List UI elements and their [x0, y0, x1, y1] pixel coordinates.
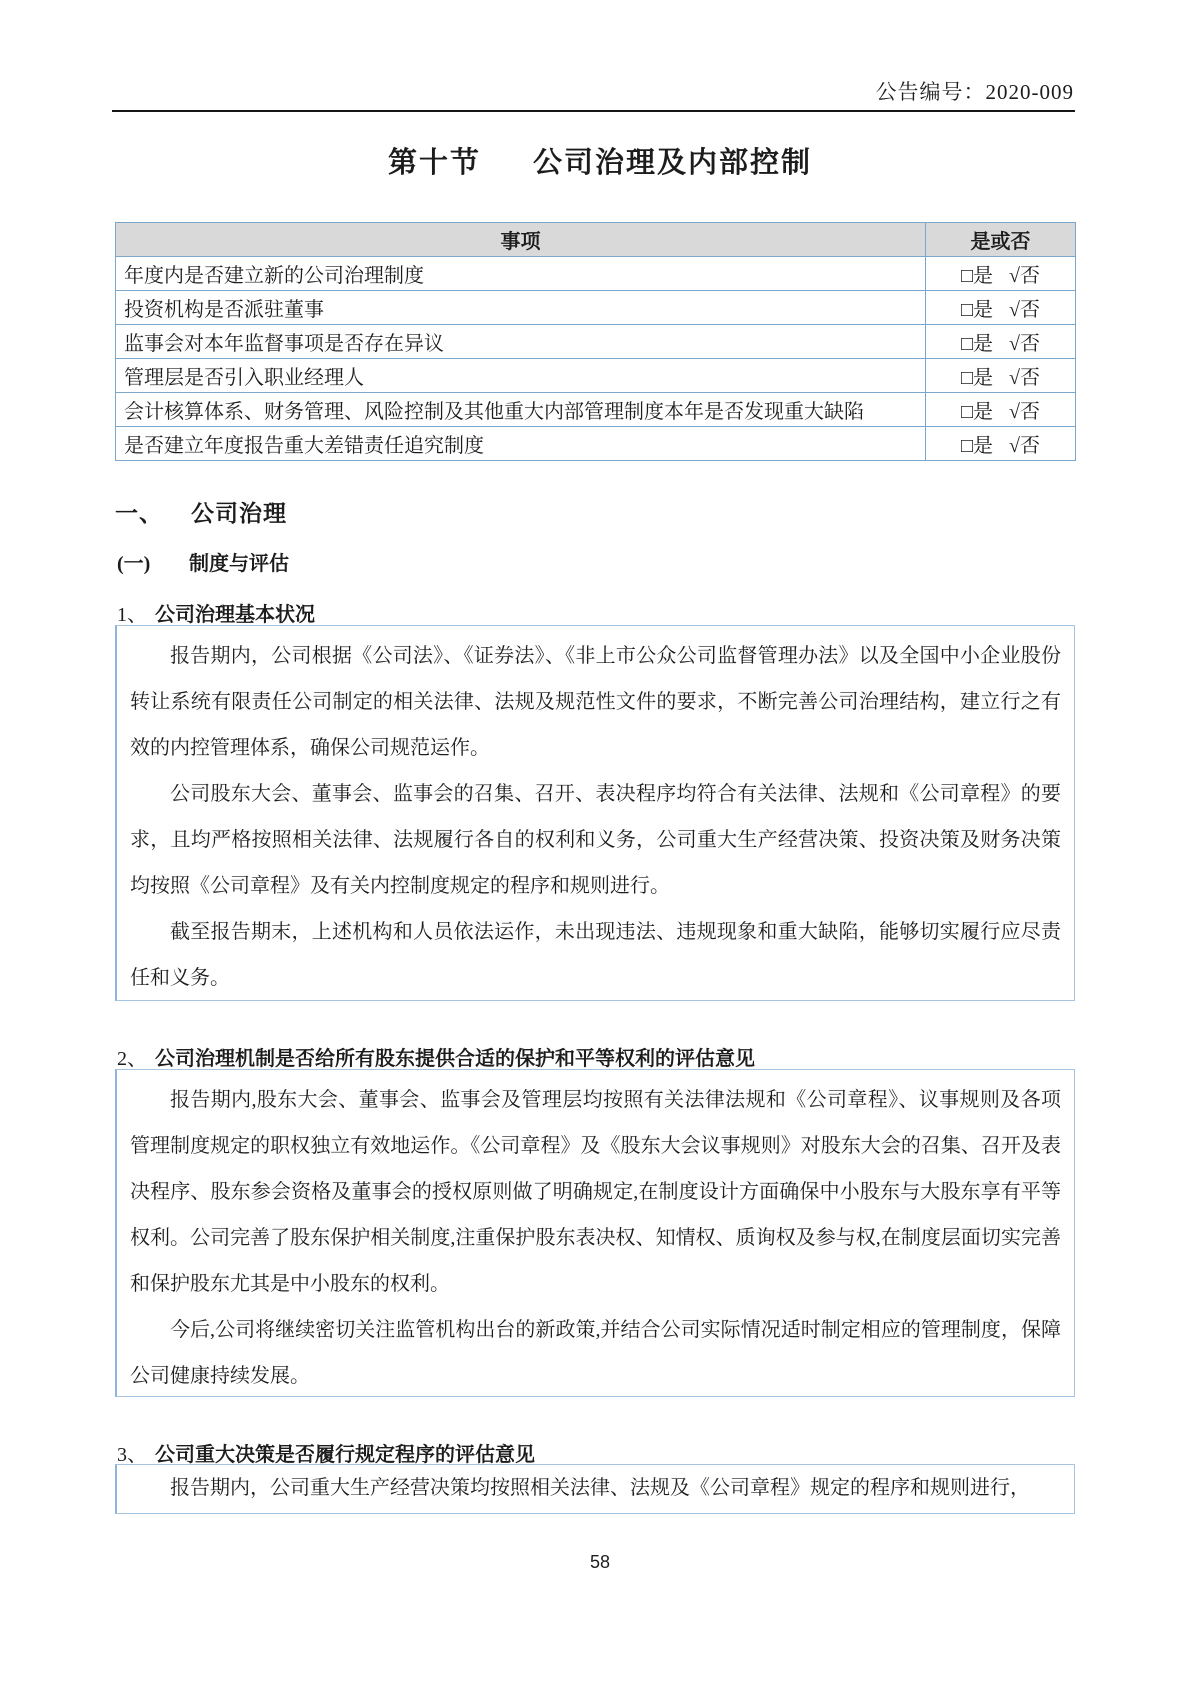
table-row — [116, 359, 1076, 393]
no-option-checked: √否 — [1009, 367, 1041, 389]
item-cell: 管理层是否引入职业经理人 — [116, 359, 926, 393]
item3-text-block — [115, 1464, 1075, 1514]
paragraph: 报告期内，公司重大生产经营决策均按照相关法律、法规及《公司章程》规定的程序和规则进行， — [170, 1477, 1030, 1499]
item-cell: 投资机构是否派驻董事 — [116, 291, 926, 325]
announcement-number: 公告编号：2020-009 — [875, 80, 1074, 104]
table-row — [116, 393, 1076, 427]
answer-cell — [926, 291, 1076, 325]
yes-checkbox-unchecked: □是 — [960, 401, 994, 423]
answer-cell — [926, 257, 1076, 291]
item-cell: 会计核算体系、财务管理、风险控制及其他重大内部管理制度本年是否发现重大缺陷 — [116, 393, 926, 427]
no-option-checked: √否 — [1009, 299, 1041, 321]
table-row — [116, 257, 1076, 291]
page-title-text: 公司治理及内部控制 — [533, 147, 813, 179]
subsection-number: (一) — [117, 553, 151, 575]
paragraph: 今后,公司将继续密切关注监管机构出台的新政策,并结合公司实际情况适时制定相应的管理制度，保障公司健康持续发展。 — [130, 1319, 1061, 1387]
column-header-item: 事项 — [116, 223, 926, 257]
item1-text-block — [115, 625, 1075, 1001]
page-number: 58 — [589, 1552, 611, 1572]
answer-cell — [926, 393, 1076, 427]
paragraph: 报告期内,股东大会、董事会、监事会及管理层均按照有关法律法规和《公司章程》、议事规则及各项管理制度规定的职权独立有效地运作。《公司章程》及《股东大会议事规则》对股东大会的召集、召开及表决程序、股东参会资格及董事会的授权原则做了明确规定,在制度设计方面确保中小股东与大股东享有平等权利。公司完善了股东保护相关制度,注重保护股东表决权、知情权、质询权及参与权,在制度层面切实完善和保护股东尤其是中小股东的权利。 — [130, 1089, 1061, 1295]
page-title — [0, 140, 1200, 181]
column-header-answer: 是或否 — [926, 223, 1076, 257]
paragraph: 公司股东大会、董事会、监事会的召集、召开、表决程序均符合有关法律、法规和《公司章程》的要求，且均严格按照相关法律、法规履行各自的权利和义务，公司重大生产经营决策、投资决策及财务决策均按照《公司章程》及有关内控制度规定的程序和规则进行。 — [130, 783, 1061, 897]
governance-checklist-table — [115, 222, 1076, 461]
table-row — [116, 291, 1076, 325]
no-option-checked: √否 — [1009, 435, 1041, 457]
subsection-heading-system-evaluation — [117, 547, 289, 576]
yes-checkbox-unchecked: □是 — [960, 265, 994, 287]
answer-cell — [926, 427, 1076, 461]
section-number: 一、 — [115, 501, 163, 526]
section-heading-governance — [115, 495, 287, 528]
item1-title: 公司治理基本状况 — [155, 604, 315, 626]
no-option-checked: √否 — [1009, 333, 1041, 355]
yes-checkbox-unchecked: □是 — [960, 367, 994, 389]
item3-title: 公司重大决策是否履行规定程序的评估意见 — [155, 1444, 535, 1466]
item2-heading — [117, 1042, 755, 1071]
item1-number: 1、 — [117, 604, 147, 626]
yes-checkbox-unchecked: □是 — [960, 435, 994, 457]
paragraph: 截至报告期末，上述机构和人员依法运作，未出现违法、违规现象和重大缺陷，能够切实履行应尽责任和义务。 — [130, 921, 1061, 989]
subsection-title: 制度与评估 — [189, 553, 289, 575]
item-cell: 年度内是否建立新的公司治理制度 — [116, 257, 926, 291]
header-rule — [112, 110, 1075, 112]
item-cell: 是否建立年度报告重大差错责任追究制度 — [116, 427, 926, 461]
page-title-section-no: 第十节 — [387, 147, 481, 179]
item-cell: 监事会对本年监督事项是否存在异议 — [116, 325, 926, 359]
item1-heading — [117, 598, 315, 627]
item2-title: 公司治理机制是否给所有股东提供合适的保护和平等权利的评估意见 — [155, 1048, 755, 1070]
yes-checkbox-unchecked: □是 — [960, 299, 994, 321]
item2-text-block — [115, 1069, 1075, 1397]
yes-checkbox-unchecked: □是 — [960, 333, 994, 355]
section-title: 公司治理 — [191, 501, 287, 526]
item3-number: 3、 — [117, 1444, 147, 1466]
answer-cell — [926, 325, 1076, 359]
no-option-checked: √否 — [1009, 401, 1041, 423]
no-option-checked: √否 — [1009, 265, 1041, 287]
answer-cell — [926, 359, 1076, 393]
item2-number: 2、 — [117, 1048, 147, 1070]
item3-heading — [117, 1438, 535, 1467]
paragraph: 报告期内，公司根据《公司法》、《证券法》、《非上市公众公司监督管理办法》以及全国中小企业股份转让系统有限责任公司制定的相关法律、法规及规范性文件的要求，不断完善公司治理结构，建立行之有效的内控管理体系，确保公司规范运作。 — [130, 645, 1061, 759]
table-header-row — [116, 223, 1076, 257]
table-row — [116, 325, 1076, 359]
table-row — [116, 427, 1076, 461]
